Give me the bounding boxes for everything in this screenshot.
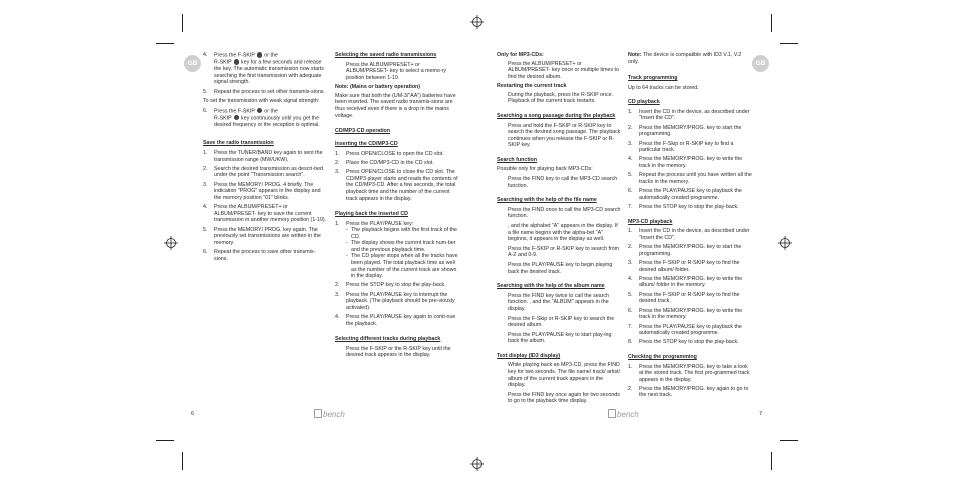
registration-mark-icon [164, 236, 178, 250]
list-item: 4. Press the PLAY/PAUSE key again to conti-nue the playback. [335, 314, 456, 327]
list-item: 6. Press the MEMORY/PROG. key to write the track in the memory. [628, 307, 743, 321]
list-item: 2. Press the MEMORY/PROG. key to start the programming. [628, 124, 742, 138]
list-item: 1. Insert the CD in the device, as described under "Insert the CD". [628, 228, 750, 241]
list-item: 3. Press the MEMORY/ PROG. 4 briefly. The indication "PROG" appears in the display and the memory position "01" blinks. [203, 181, 321, 201]
registration-mark-icon [470, 457, 484, 471]
list-item: 5. Press the MEMORY/ PROG. key again. The previously set transmissions are written in the memory. [203, 226, 321, 246]
registration-mark-icon [778, 236, 792, 250]
list-item: 4. Press the MEMORY/PROG. key to write the album/ folder in the memory. [628, 275, 743, 289]
column-2 [335, 52, 459, 362]
list-item: 3. Press the F-Skip or R-SKIP key to find a particular track. [628, 140, 734, 154]
section-heading: Checking the programming [628, 353, 697, 360]
list-item: 1. Insert the CD in the device, as described under "Insert the CD". [628, 108, 750, 122]
list-item: 2. Search the desired transmission as descri-bed under the point "Transmission search". [203, 165, 323, 179]
subheading: Restarting the current track [497, 83, 567, 90]
paragraph: Make sure that both the (UM-3/"AA") batteries have been inserted. The saved radio transmis-sions are thus received even if there is a drop in the mains voltage. [335, 92, 456, 119]
paragraph: Press the FIND key twice to call the search function. , and the "ALBUM" appears in the display. [508, 292, 609, 312]
paragraph: Press the PLAY/PAUSE key to start play-ing back the album. [508, 331, 612, 345]
note-label: Note: (Mains or battery operation) [335, 84, 421, 91]
section-heading: CD playback [628, 99, 660, 106]
list-item: 5. Repeat the process until you have written all the tracks in the memory. [628, 172, 752, 185]
paragraph: Press the FIND key once again for two seconds to go to the playback time display. [508, 391, 620, 405]
list-item: 2. Press the MEMORY/PROG. key again to go to the next track. [628, 385, 749, 399]
list-item: 1. Press the PLAY/PAUSE key: - The playback begins with the first track of the CD. - The display shows the current track num-ber and the previous playback time. - The CD player stops when all the tracks have been played. The total playback time as well as the number of the current track are shown in the display. [335, 221, 459, 280]
section-heading: Inserting the CD/MP3-CD [335, 141, 398, 148]
section-heading: Save the radio transmission [203, 140, 274, 147]
section-heading: MP3-CD playback [628, 218, 673, 225]
key-icon [234, 59, 240, 65]
page-number: 7 [759, 411, 763, 417]
list-item: 7. Press the STOP key to stop the play-back. [628, 204, 739, 211]
paragraph: Press the F-SKIP or the R-SKIP key until the desired track appears in the display. [346, 345, 451, 359]
list-item: 5. Press the F-SKIP or R-SKIP key to find the desired track. [628, 291, 740, 305]
section-heading: Searching with the help of the file name [497, 197, 597, 204]
crop-mark [780, 43, 798, 44]
list-item: 4. Press the MEMORY/PROG. key to write the track in the memory. [628, 156, 743, 169]
crop-mark [182, 14, 183, 32]
brand-logo: bench [608, 409, 639, 419]
crop-mark [780, 440, 798, 441]
column-3 [497, 52, 621, 408]
section-heading: Track programming [628, 75, 678, 82]
list-item: 2. Press the STOP key to stop the play-back. [335, 282, 446, 289]
paragraph: During the playback, press the R-SKIP once. Playback of the current track restarts. [508, 91, 614, 105]
language-badge: GB [752, 55, 769, 72]
list-item: - The CD player stops when all the tracks have been played. The total playback time as well as the number of the current track are shown in the display. [335, 253, 459, 279]
paragraph: Press the F-SKIP or R-SKIP key to search from A-Z and 0-9. [508, 245, 620, 259]
crop-mark [156, 440, 174, 441]
crop-mark [156, 43, 174, 44]
paragraph: , and the alphabet "A" appears in the display. If a file name begins with the alpha-bet "A" beginns, it appears in the display as well. [508, 222, 618, 243]
paragraph: To set the transmission with weak signal strength: [203, 98, 320, 105]
language-badge: GB [184, 55, 201, 72]
crop-mark [771, 452, 772, 470]
paragraph: Up to 64 tracks can be stored. [628, 84, 699, 91]
list-item: 6. Press the F-SKIP or the R-SKIP key continuously until you get the desired frequency or the reception is optimal. [203, 107, 320, 128]
list-item: 8. Press the STOP key to stop the play-back. [628, 339, 739, 346]
section-heading: Text display (ID3 display) [497, 352, 561, 359]
key-icon [257, 108, 263, 114]
paragraph: While playing back an MP3-CD, press the FIND key for two seconds. The file name/ track/ artist/ album of the current track appears in the display. [508, 362, 621, 389]
section-heading: Searching a song passage during the playback [497, 113, 616, 120]
brand-logo: bench [314, 409, 345, 419]
paragraph: Press the ALBUM/PRESET+ or ALBUM/PRESET- key once or multiple times to find the desired album. [508, 60, 619, 80]
section-heading: Selecting different tracks during playback [335, 336, 441, 343]
list-item: 4. Press the F-SKIP or the R-SKIP key for a few seconds and release the key. The automatic transmission now starts searching the first transmission with adequate signal strength. [203, 52, 324, 86]
section-heading: Searching with the help of the album name [497, 283, 605, 290]
section-heading: CD/MP3-CD operation [335, 128, 391, 135]
list-item: 2. Place the CD/MP3-CD in the CD slot. [335, 160, 434, 167]
note-label: Note: [628, 52, 642, 58]
list-item: - The display shows the current track num-ber and the previous playback time. [335, 240, 459, 253]
page-number: 6 [191, 411, 195, 417]
list-item: 3. Press the PLAY/PAUSE key to interrupt the playback. (The playback should be pre-viously activated). [335, 291, 455, 311]
column-4 [628, 52, 752, 402]
list-item: 1. Press the MEMORY/PROG. key to take a look at the stored track. The first pro-grammed track appears in the display. [628, 363, 750, 383]
section-heading: Selecting the saved radio transmissions [335, 52, 437, 58]
paragraph: Press the FIND once to call the MP3-CD search function. [508, 206, 621, 220]
list-item: 6. Press the PLAY/PAUSE key to playback the automatically created programme. [628, 188, 742, 201]
paragraph: Note: The device is compatible with ID3 V.1, V.2 only. [628, 52, 742, 65]
list-item: - The playback begins with the first track of the CD. [335, 227, 459, 240]
paragraph: Possible only for playing back MP3-CDs: [497, 166, 593, 173]
key-icon [257, 52, 263, 58]
paragraph: Press the ALBUM/PRESET+ or ALBUM/PRESET- key to select a memo-ry position between 1-10. [346, 61, 447, 81]
key-icon [234, 115, 240, 121]
paragraph: Press the FIND key to call the MP3-CD search function. [508, 176, 618, 189]
list-item: 3. Press OPEN/CLOSE to close the CD slot. The CD/MP3 player starts and reads the contents of the CD/MP3-CD. After a few seconds, the total playback time and the number of the current track appears in the display. [335, 169, 458, 202]
list-item: 1. Press OPEN/CLOSE to open the CD slot. [335, 150, 444, 157]
column-1 [203, 52, 327, 265]
list-item: 3. Press the F-SKIP or R-SKIP key to find the desired album/ folder. [628, 259, 740, 273]
subheading: Only for MP3-CDs: [497, 52, 544, 58]
list-item: 5. Repeat the process to set other transmis-sions. [203, 88, 325, 95]
section-heading: Search function [497, 156, 538, 163]
crop-mark [771, 14, 772, 32]
list-item: 6. Repeat the process to save other transmis-sions. [203, 249, 316, 262]
list-item: 7. Press the PLAY/PAUSE key to playback the automatically created programme. [628, 323, 742, 337]
paragraph: Press the F-Skip or R-SKIP key to search the desired album. [508, 315, 615, 329]
registration-mark-icon [470, 15, 484, 29]
list-item: 1. Press the TUNER/BAND key again to sent the transmission range (MW/UKW). [203, 150, 323, 163]
paragraph: Press and hold the F-SKIP or R-SKIP key to search the desired song passage. The playback continues when you release the F-SKIP or R-SKIP key. [508, 122, 621, 149]
list-item: 2. Press the MEMORY/PROG. key to start the programming. [628, 244, 742, 257]
crop-mark [182, 452, 183, 470]
section-heading: Playing back the inserted CD [335, 211, 409, 218]
paragraph: Press the PLAY/PAUSE key to begin playing back the desired track. [508, 262, 613, 275]
list-item: 4. Press the ALBUM/PRESET+ or ALBUM/PRESET- key to save the current transmission in another memory position (1-10). [203, 204, 327, 224]
